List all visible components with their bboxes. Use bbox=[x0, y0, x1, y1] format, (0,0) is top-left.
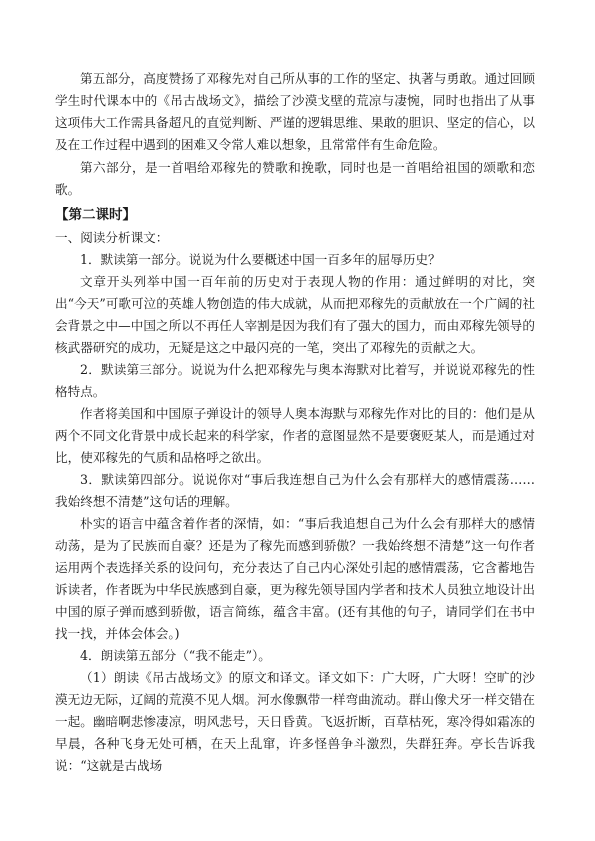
answer-2: 作者将美国和中国原子弹设计的领导人奥本海默与邓稼先作对比的目的：他们是从两个不同文化背景中成长起来的科学家，作者的意图显然不是要褒贬某人，而是通过对比，使邓稼先的气质和品格呼之欲出。 bbox=[55, 406, 535, 465]
section-subtitle: 一、阅读分析课文： bbox=[55, 230, 169, 245]
answer-3: 朴实的语言中蕴含着作者的深情，如：“事后我追想自己为什么会有那样大的感情动荡，是为了民族而自豪？还是为了稼先而感到骄傲？一我始终想不清楚”这一句作者运用两个表选择关系的设问句，充分表达了自己内心深处引起的感情震荡，它含蓄地告诉读者，作者既为中华民族感到自豪，更为稼先领导国内学者和技术人员独立地设计出中国的原子弹而感到骄傲，语言简练，蕴含丰富。(还有其他的句子，请同学们在书中找一找，并体会体会。) bbox=[55, 516, 535, 641]
answer-1: 文章开头列举中国一百年前的历史对于表现人物的作用：通过鲜明的对比，突出“今天”可歌可泣的英雄人物创造的伟大成就，从而把邓稼先的贡献放在一个广阔的社会背景之中—中国之所以不再任人宰割是因为我们有了强大的国力，而由邓稼先领导的核武器研究的成功，无疑是这之中最闪亮的一笔，突出了邓稼先的贡献之大。 bbox=[55, 274, 535, 355]
paragraph-part-six: 第六部分，是一首唱给邓稼先的赞歌和挽歌，同时也是一首唱给祖国的颂歌和恋歌。 bbox=[55, 160, 535, 197]
question-3: 3．默读第四部分。说说你对“事后我连想自己为什么会有那样大的感情震荡……我始终想不清楚”这句话的理解。 bbox=[55, 472, 535, 509]
question-2: 2．默读第三部分。说说为什么把邓稼先与奥本海默对比着写，并说说邓稼先的性格特点。 bbox=[55, 362, 535, 399]
answer-4: （1）朗读《吊古战场文》的原文和译文。译文如下：广大呀，广大呀！空旷的沙漠无边无际，辽阔的荒漠不见人烟。河水像飘带一样弯曲流动。群山像犬牙一样交错在一起。幽暗啊悲惨凄凉，明风悲号，天日昏黄。飞返折断，百草枯死，寒冷得如霜冻的早晨，各种飞身无处可栖，在天上乱窜，许多怪兽争斗激烈，失群狂奔。亭长告诉我说：“这就是古战场 bbox=[55, 670, 535, 773]
section-title: 【第二课时】 bbox=[55, 207, 136, 223]
question-1: 1．默读第一部分。说说为什么要概述中国一百多年的屈辱历史？ bbox=[80, 252, 441, 267]
paragraph-part-five: 第五部分，高度赞扬了邓稼先对自己所从事的工作的坚定、执著与勇敢。通过回顾学生时代课本中的《吊古战场文》，描绘了沙漠戈壁的荒凉与凄惋，同时也指出了从事这项伟大工作需具备超凡的直觉判断、严谨的逻辑思维、果敢的胆识、坚定的信心，以及在工作过程中遇到的困难又令常人难以想象，且常常伴有生命危险。 bbox=[55, 71, 535, 152]
question-4: 4．朗读第五部分（“我不能走”）。 bbox=[80, 648, 271, 663]
